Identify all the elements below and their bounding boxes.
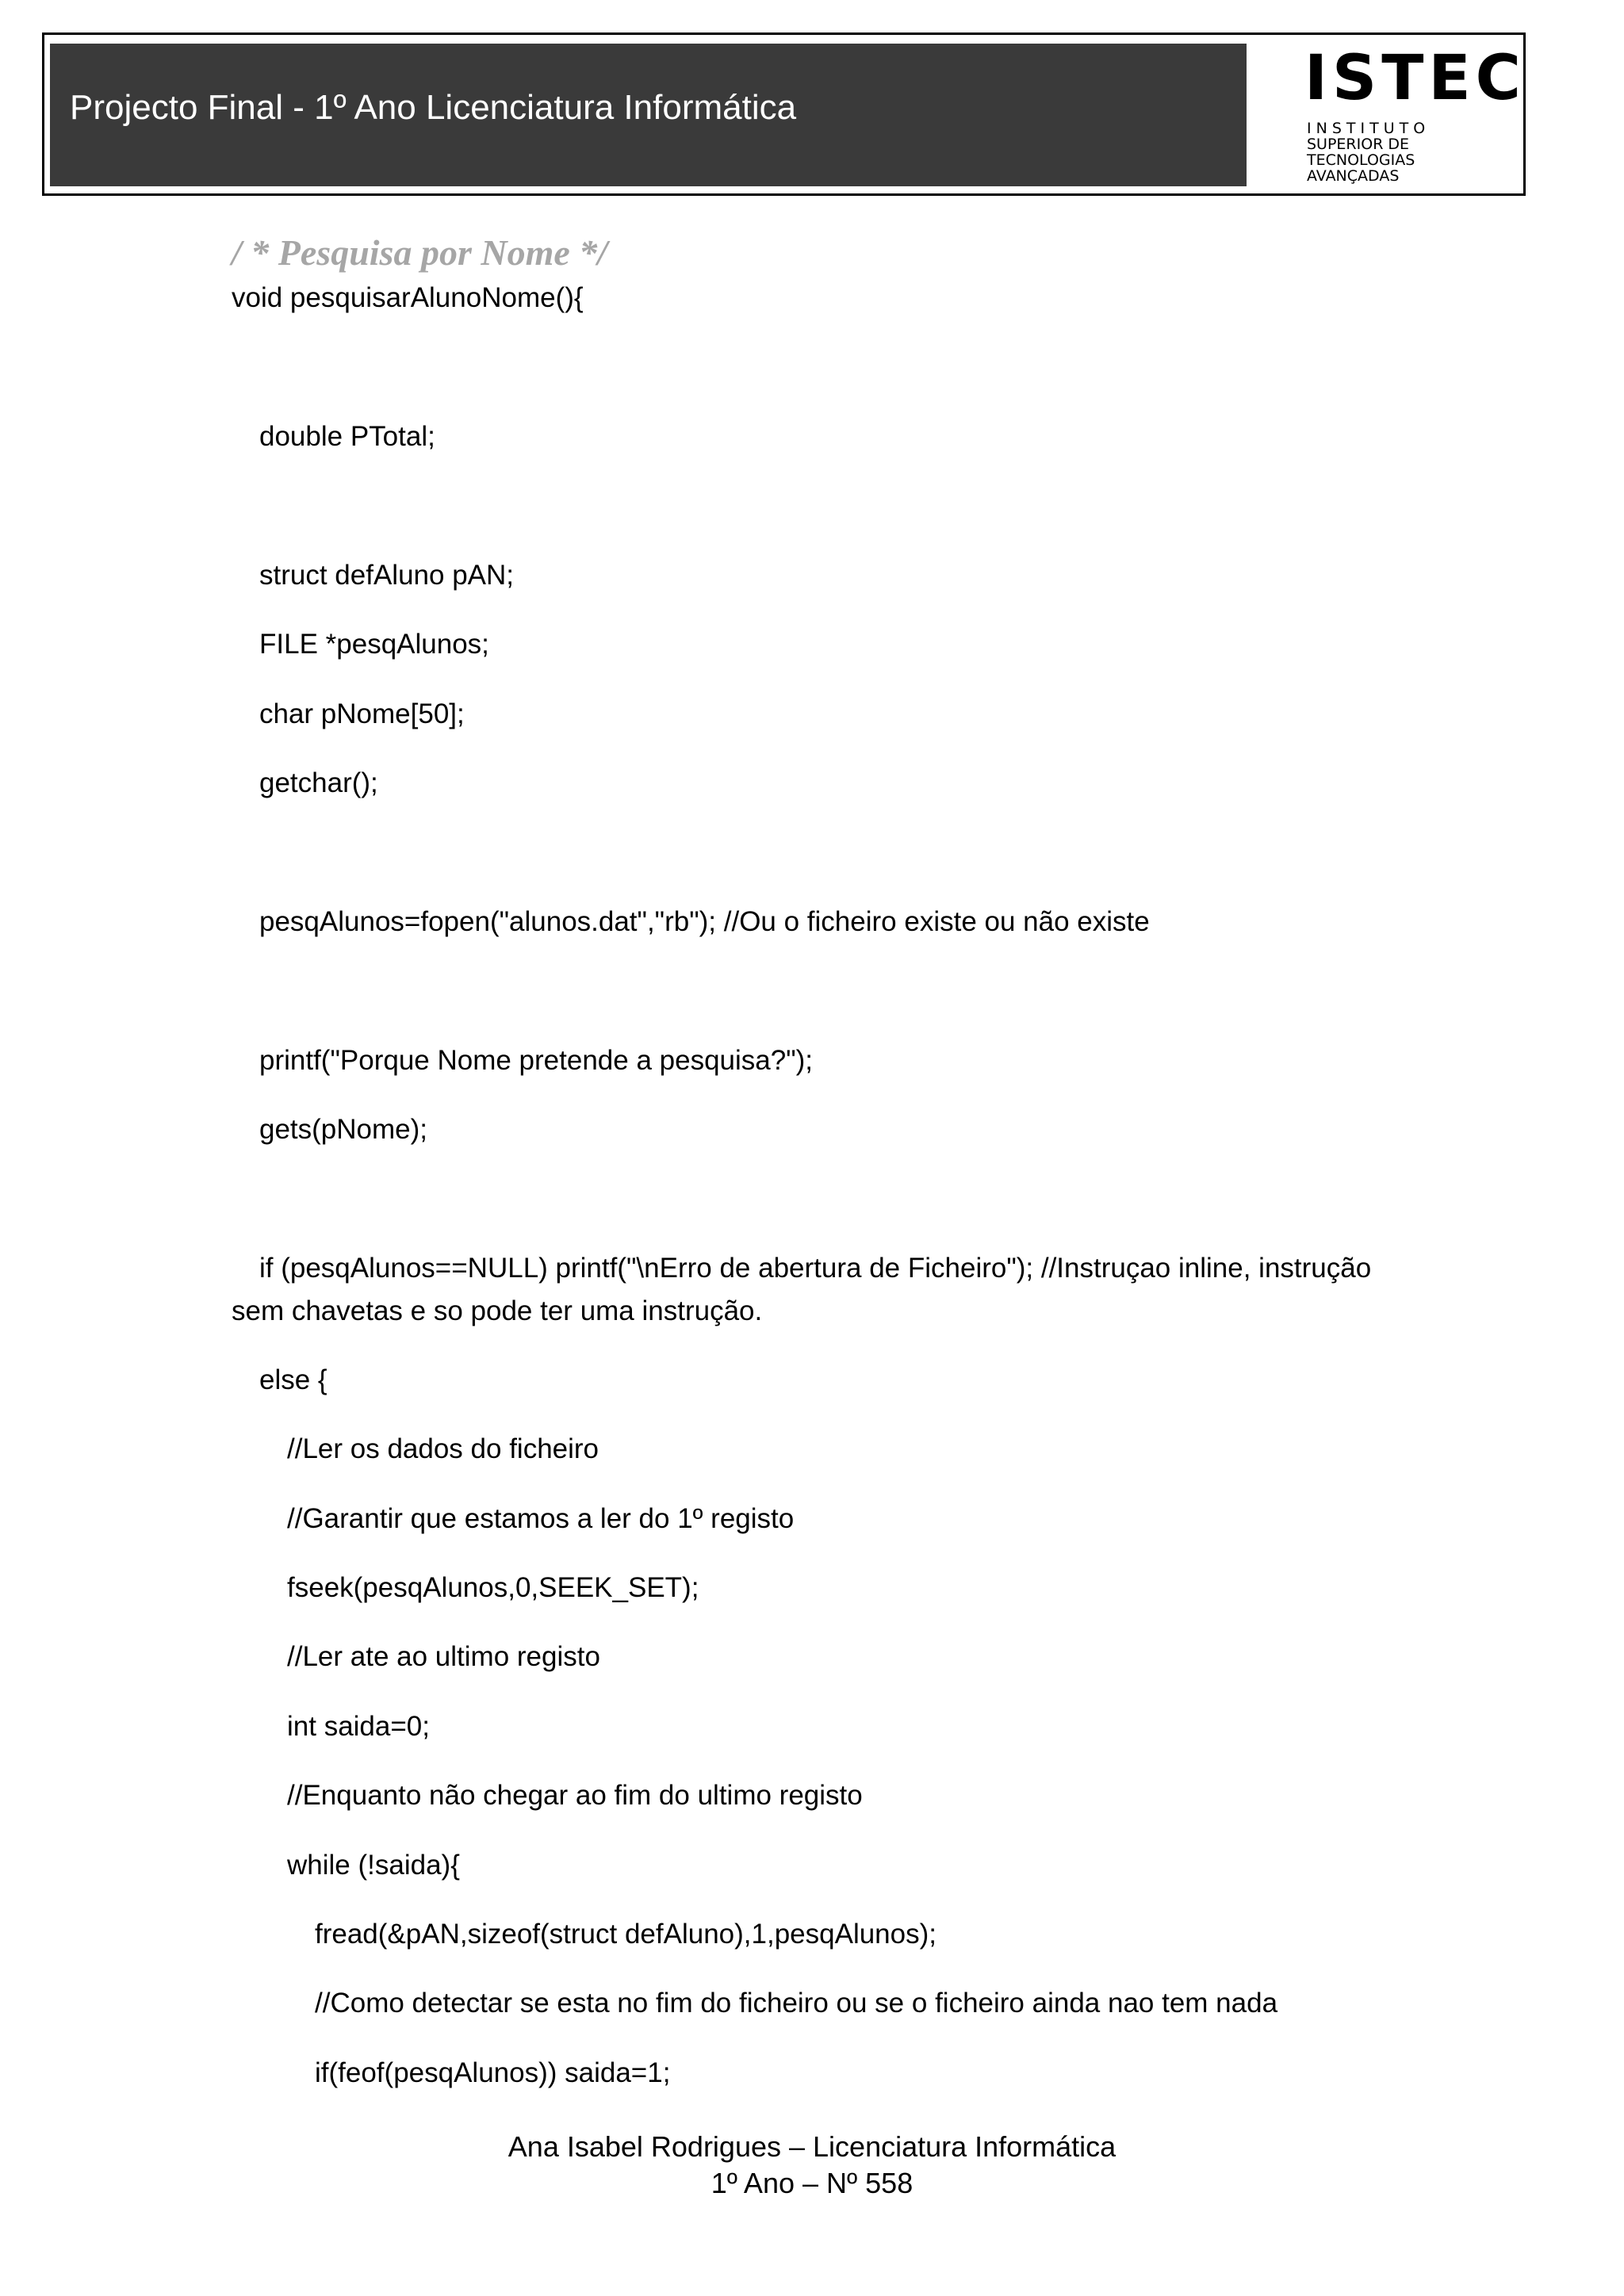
- logo-subtitle: [1307, 121, 1473, 184]
- code-line: struct defAluno pAN;: [259, 560, 514, 591]
- code-line: gets(pNome);: [259, 1114, 428, 1145]
- code-line: fread(&pAN,sizeof(struct defAluno),1,pesqAlunos);: [315, 1919, 936, 1950]
- code-line: int saida=0;: [287, 1711, 430, 1742]
- code-line: while (!saida){: [287, 1850, 460, 1881]
- code-line: fseek(pesqAlunos,0,SEEK_SET);: [287, 1572, 699, 1603]
- page-title: Projecto Final - 1º Ano Licenciatura Informática: [70, 88, 797, 127]
- code-line: if(feof(pesqAlunos)) saida=1;: [315, 2057, 671, 2088]
- logo-line: TECNOLOGIAS: [1307, 151, 1415, 169]
- code-line: getchar();: [259, 767, 378, 798]
- code-line: double PTotal;: [259, 421, 435, 452]
- section-heading: / * Pesquisa por Nome */: [232, 232, 608, 273]
- code-line: void pesquisarAlunoNome(){: [232, 282, 584, 313]
- code-comment: //Garantir que estamos a ler do 1º registo: [287, 1503, 795, 1534]
- logo-line: AVANÇADAS: [1307, 167, 1400, 185]
- logo-line: SUPERIOR DE: [1307, 136, 1410, 153]
- istec-logo: [1300, 43, 1526, 189]
- logo-wordmark: ISTEC: [1304, 43, 1526, 114]
- footer-student-number: 1º Ano – Nº 558: [710, 2167, 914, 2199]
- code-line: if (pesqAlunos==NULL) printf("\nErro de abertura de Ficheiro"); //Instruçao inline, instrução: [259, 1253, 1372, 1284]
- code-comment: //Ler ate ao ultimo registo: [287, 1641, 600, 1672]
- code-comment: //Ler os dados do ficheiro: [287, 1433, 599, 1464]
- code-comment: //Enquanto não chegar ao fim do ultimo registo: [287, 1780, 863, 1811]
- code-line: FILE *pesqAlunos;: [259, 629, 489, 660]
- code-comment: //Como detectar se esta no fim do ficheiro ou se o ficheiro ainda nao tem nada: [315, 1988, 1278, 2019]
- code-line: pesqAlunos=fopen("alunos.dat","rb"); //Ou o ficheiro existe ou não existe: [259, 906, 1150, 937]
- logo-line: INSTITUTO: [1307, 120, 1431, 137]
- footer-author: Ana Isabel Rodrigues – Licenciatura Informática: [508, 2130, 1116, 2163]
- code-line: else {: [259, 1364, 327, 1395]
- code-line: char pNome[50];: [259, 698, 465, 729]
- code-line: printf("Porque Nome pretende a pesquisa?");: [259, 1045, 814, 1076]
- code-line: sem chavetas e so pode ter uma instrução.: [232, 1295, 763, 1326]
